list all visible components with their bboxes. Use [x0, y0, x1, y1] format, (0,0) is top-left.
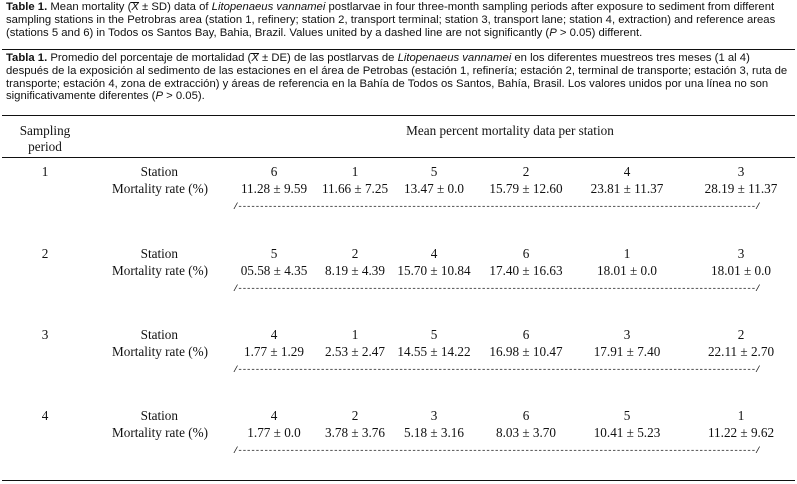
- station-number: 6: [270, 164, 278, 179]
- species-name: Litopenaeus vannamei: [211, 1, 326, 13]
- mortality-label: Mortality rate (%): [112, 344, 208, 359]
- station-number: 3: [737, 164, 745, 179]
- station-label: Station: [140, 164, 178, 179]
- period-number: 1: [41, 164, 49, 179]
- header-period: period: [28, 139, 62, 154]
- mortality-value: 05.58 ± 4.35: [240, 263, 308, 278]
- nonsignificant-dashed-line: /-----------------------------------------------------------------------------------------------------------------------/: [233, 446, 760, 456]
- station-number: 5: [270, 246, 278, 261]
- station-number: 1: [351, 164, 359, 179]
- caption-text: Promedio del porcentaje de mortalidad (: [47, 52, 252, 64]
- nonsignificant-dashed-line: /-----------------------------------------------------------------------------------------------------------------------/: [233, 284, 760, 294]
- mortality-value: 1.77 ± 0.0: [247, 425, 301, 440]
- station-number: 2: [737, 327, 745, 342]
- mortality-value: 28.19 ± 11.37: [704, 181, 778, 196]
- mortality-value: 17.91 ± 7.40: [593, 344, 661, 359]
- caption-label: Table 1.: [6, 1, 48, 13]
- mortality-value: 3.78 ± 3.76: [325, 425, 385, 440]
- station-number: 4: [270, 327, 278, 342]
- header-mean-mortality: Mean percent mortality data per station: [406, 123, 614, 138]
- mortality-value: 18.01 ± 0.0: [711, 263, 771, 278]
- mortality-value: 13.47 ± 0.0: [404, 181, 464, 196]
- mortality-value: 15.70 ± 10.84: [397, 263, 471, 278]
- caption-text: en los diferentes muestreos tres meses (1 al 4) después de la exposición al sedimento de las estaciones en el área de Petrobas (estación 1, refinería; estación 2, terminal de transporte; estación 3, ruta de transporte; estación 4, zona de extracción) y áreas de referencia en la Bahía de Todos os Santos, Bahía, Brasil. Los valores unidos por una línea no son significativamente diferentes (: [6, 52, 788, 103]
- station-number: 6: [522, 408, 530, 423]
- station-label: Station: [140, 408, 178, 423]
- mortality-value: 16.98 ± 10.47: [489, 344, 563, 359]
- caption-label: Tabla 1.: [6, 52, 48, 64]
- caption-text: ± DE) de las postlarvas de: [258, 52, 398, 64]
- period-number: 3: [41, 327, 49, 342]
- mortality-value: 11.66 ± 7.25: [321, 181, 389, 196]
- mortality-value: 14.55 ± 14.22: [397, 344, 471, 359]
- mortality-value: 8.03 ± 3.70: [496, 425, 556, 440]
- mortality-value: 1.77 ± 1.29: [244, 344, 304, 359]
- station-number: 2: [522, 164, 530, 179]
- p-symbol: P: [549, 26, 557, 39]
- station-label: Station: [140, 327, 178, 342]
- mortality-label: Mortality rate (%): [112, 425, 208, 440]
- mortality-value: 10.41 ± 5.23: [593, 425, 661, 440]
- mortality-value: 17.40 ± 16.63: [489, 263, 563, 278]
- caption-text: > 0.05).: [163, 90, 205, 103]
- header-sampling: Sampling: [19, 123, 71, 138]
- mortality-value: 5.18 ± 3.16: [404, 425, 464, 440]
- station-number: 1: [351, 327, 359, 342]
- caption-text: > 0.05) different.: [556, 26, 643, 39]
- mortality-value: 22.11 ± 2.70: [707, 344, 775, 359]
- station-number: 4: [270, 408, 278, 423]
- mortality-value: 11.22 ± 9.62: [707, 425, 775, 440]
- station-number: 3: [737, 246, 745, 261]
- caption-text: Mean mortality (: [47, 1, 132, 13]
- mortality-value: 8.19 ± 4.39: [325, 263, 385, 278]
- nonsignificant-dashed-line: /-----------------------------------------------------------------------------------------------------------------------/: [233, 202, 760, 212]
- station-label: Station: [140, 246, 178, 261]
- caption-text: postlarvae in four three-month sampling periods after exposure to sediment from different sampling stations in the Petrobras area (station 1, refinery; station 2, transport terminal; station 3, transport lane; station 4, extraction) and reference areas (stations 5 and 6) in Todos os Santos Bay, Bahia, Brazil. Values united by a dashed line are not significantly (: [6, 1, 776, 39]
- mortality-value: 11.28 ± 9.59: [240, 181, 308, 196]
- mortality-label: Mortality rate (%): [112, 181, 208, 196]
- station-number: 4: [623, 164, 631, 179]
- station-number: 6: [522, 246, 530, 261]
- species-name: Litopenaeus vannamei: [397, 52, 512, 64]
- mean-symbol: X: [251, 52, 259, 64]
- period-number: 2: [41, 246, 49, 261]
- nonsignificant-dashed-line: /-----------------------------------------------------------------------------------------------------------------------/: [233, 365, 760, 375]
- mortality-value: 18.01 ± 0.0: [597, 263, 657, 278]
- station-number: 2: [351, 246, 359, 261]
- caption-text: ± SD) data of: [138, 1, 212, 13]
- station-number: 5: [430, 164, 438, 179]
- p-symbol: P: [155, 90, 163, 103]
- mortality-label: Mortality rate (%): [112, 263, 208, 278]
- station-number: 1: [737, 408, 745, 423]
- period-number: 4: [41, 408, 49, 423]
- station-number: 5: [623, 408, 631, 423]
- mortality-value: 15.79 ± 12.60: [489, 181, 563, 196]
- mortality-value: 2.53 ± 2.47: [325, 344, 385, 359]
- station-number: 6: [522, 327, 530, 342]
- station-number: 4: [430, 246, 438, 261]
- station-number: 5: [430, 327, 438, 342]
- station-number: 3: [623, 327, 631, 342]
- station-number: 1: [623, 246, 631, 261]
- station-number: 2: [351, 408, 359, 423]
- mortality-value: 23.81 ± 11.37: [590, 181, 664, 196]
- mean-symbol: X: [131, 1, 139, 13]
- station-number: 3: [430, 408, 438, 423]
